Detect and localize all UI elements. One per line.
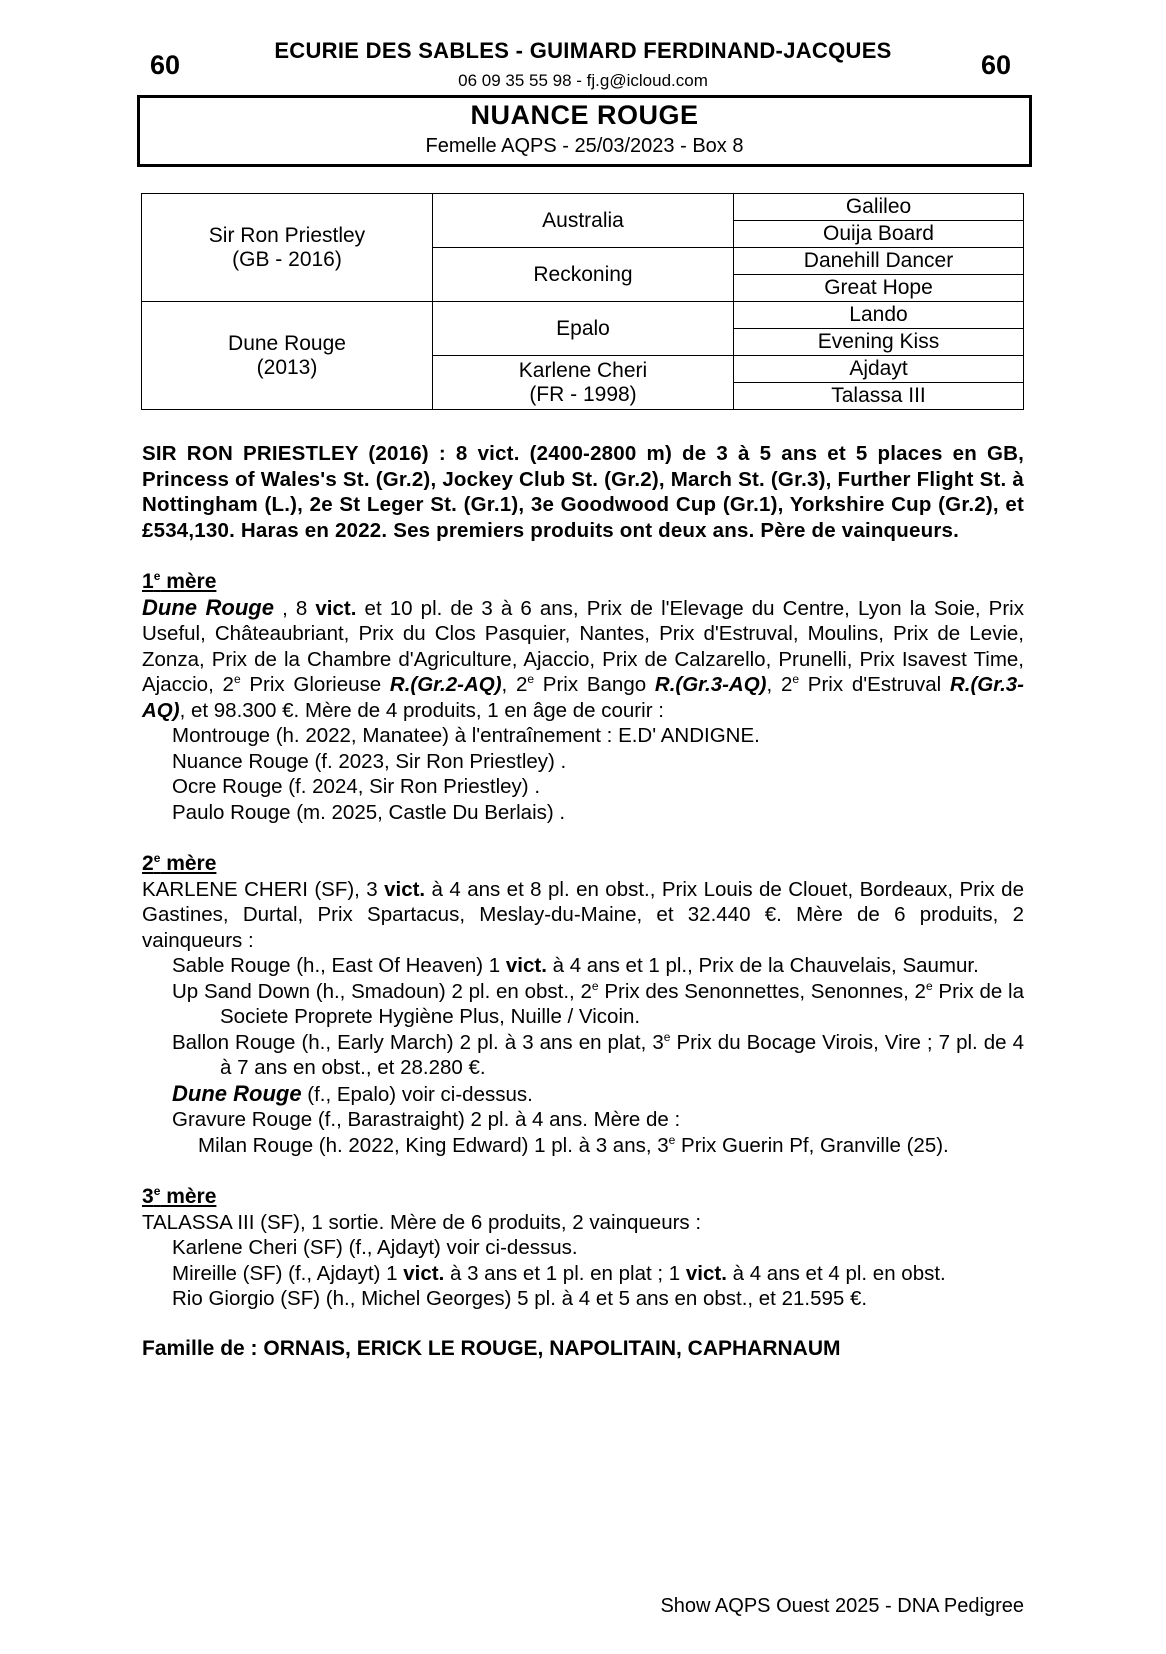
dam-info: (2013) bbox=[256, 355, 318, 379]
second-dam-heading: 2e mère bbox=[142, 851, 217, 875]
first-dam-name: Dune Rouge bbox=[142, 594, 274, 620]
produit-item: Sable Rouge (h., East Of Heaven) 1 vict. à 4 ans et 1 pl., Prix de la Chauvelais, Saumur. bbox=[172, 954, 979, 977]
produit-item: Karlene Cheri (SF) (f., Ajdayt) voir ci-dessus. bbox=[172, 1236, 578, 1259]
third-dam-heading: 3e mère bbox=[142, 1184, 217, 1208]
third-dam-paragraph: TALASSA III (SF), 1 sortie. Mère de 6 produits, 2 vainqueurs : bbox=[142, 1210, 702, 1234]
pedigree-dam-dam bbox=[433, 356, 734, 410]
pedigree-sds: Danehill Dancer bbox=[734, 248, 1024, 275]
pedigree-dsd: Evening Kiss bbox=[734, 329, 1024, 356]
sub-produit-item: Milan Rouge (h. 2022, King Edward) 1 pl. à 3 ans, 3e Prix Guerin Pf, Granville (25). bbox=[198, 1132, 949, 1157]
pedigree-sire-dam: Reckoning bbox=[433, 248, 734, 302]
produit-item: Montrouge (h. 2022, Manatee) à l'entraînement : E.D' ANDIGNE. bbox=[172, 724, 760, 747]
consignor-contact: 06 09 35 55 98 - fj.g@icloud.com bbox=[458, 71, 708, 90]
horse-name-box bbox=[137, 95, 1032, 167]
pedigree-dss: Lando bbox=[734, 302, 1024, 329]
lot-number-left: 60 bbox=[150, 50, 181, 80]
pedigree-sire bbox=[142, 194, 433, 302]
pedigree-sss: Galileo bbox=[734, 194, 1024, 221]
pedigree-dam-sire: Epalo bbox=[433, 302, 734, 356]
produit-item: Gravure Rouge (f., Barastraight) 2 pl. à 4 ans. Mère de : bbox=[172, 1108, 681, 1131]
produit-item: Up Sand Down (h., Smadoun) 2 pl. en obst., 2e Prix des Senonnettes, Senonnes, 2e Prix de la Societe Proprete Hygiène Plus, Nuille / Vicoin. bbox=[172, 978, 1024, 1028]
produit-item: Mireille (SF) (f., Ajdayt) 1 vict. à 3 ans et 1 pl. en plat ; 1 vict. à 4 ans et 4 pl. en obst. bbox=[172, 1261, 946, 1285]
first-dam-heading: 1e mère bbox=[142, 569, 217, 593]
produit-item: Nuance Rouge (f. 2023, Sir Ron Priestley) . bbox=[172, 749, 567, 773]
pedigree-table bbox=[141, 193, 1024, 410]
famille-line: Famille de : ORNAIS, ERICK LE ROUGE, NAPOLITAIN, CAPHARNAUM bbox=[142, 1336, 841, 1360]
page-footer: Show AQPS Ouest 2025 - DNA Pedigree bbox=[660, 1595, 1024, 1617]
consignor-title: ECURIE DES SABLES - GUIMARD FERDINAND-JACQUES bbox=[274, 38, 892, 63]
horse-description: Femelle AQPS - 25/03/2023 - Box 8 bbox=[425, 135, 744, 157]
produit-item: Paulo Rouge (m. 2025, Castle Du Berlais) . bbox=[172, 800, 566, 824]
pedigree-ddd: Talassa III bbox=[734, 383, 1024, 410]
produit-item: Ballon Rouge (h., Early March) 2 pl. à 3 ans en plat, 3e Prix du Bocage Virois, Vire ; 7 pl. de 4 à 7 ans en obst., et 28.280 €. bbox=[172, 1029, 1024, 1079]
second-dam-paragraph: KARLENE CHERI (SF), 3 vict. à 4 ans et 8 pl. en obst., Prix Louis de Clouet, Bordeaux, Prix de Gastines, Durtal, Prix Spartacus, Meslay-du-Maine, et 32.440 €. Mère de 6 produits, 2 vainqueurs : bbox=[142, 877, 1024, 952]
pedigree-dds: Ajdayt bbox=[734, 356, 1024, 383]
produit-item: Ocre Rouge (f. 2024, Sir Ron Priestley) . bbox=[172, 775, 541, 798]
first-dam-paragraph: Dune Rouge , 8 vict. et 10 pl. de 3 à 6 ans, Prix de l'Elevage du Centre, Lyon la Soie, Prix Useful, Châteaubriant, Prix du Clos Pasquier, Nantes, Prix d'Estruval, Moulins, Prix de Levie, Zonza, Prix de la Chambre d'Agriculture, Ajaccio, Prix de Calzarello, Prunelli, Prix Isavest Time, Ajaccio, 2e Prix Glorieuse R.(Gr.2-AQ), 2e Prix Bango R.(Gr.3-AQ), 2e Prix d'Estruval R.(Gr.3-AQ), et 98.300 €. Mère de 4 produits, 1 en âge de courir : bbox=[142, 594, 1024, 722]
horse-name: NUANCE ROUGE bbox=[470, 100, 699, 130]
sire-paragraph: SIR RON PRIESTLEY (2016) : 8 vict. (2400-2800 m) de 3 à 5 ans et 5 places en GB, Princess of Wales's St. (Gr.2), Jockey Club St. (Gr.2), March St. (Gr.3), Further Flight St. à Nottingham (L.), 2e St Leger St. (Gr.1), 3e Goodwood Cup (Gr.1), Yorkshire Cup (Gr.2), et £534,130. Haras en 2022. Ses premiers produits ont deux ans. Père de vainqueurs. bbox=[142, 442, 1024, 542]
pedigree-dam bbox=[142, 302, 433, 410]
sire-name: Sir Ron Priestley bbox=[208, 223, 366, 247]
pedigree-sire-sire: Australia bbox=[433, 194, 734, 248]
catalogue-content bbox=[142, 441, 1024, 1361]
pedigree-ssd: Ouija Board bbox=[734, 221, 1024, 248]
pedigree-sdd: Great Hope bbox=[734, 275, 1024, 302]
lot-number-right: 60 bbox=[981, 50, 1012, 80]
produit-item: Dune Rouge (f., Epalo) voir ci-dessus. bbox=[172, 1080, 533, 1106]
produit-item: Rio Giorgio (SF) (h., Michel Georges) 5 pl. à 4 et 5 ans en obst., et 21.595 €. bbox=[172, 1287, 868, 1310]
dam-name: Dune Rouge bbox=[228, 331, 346, 355]
dam-dam-info: (FR - 1998) bbox=[529, 382, 637, 406]
dam-dam-name: Karlene Cheri bbox=[518, 358, 648, 382]
sire-info: (GB - 2016) bbox=[232, 247, 342, 271]
